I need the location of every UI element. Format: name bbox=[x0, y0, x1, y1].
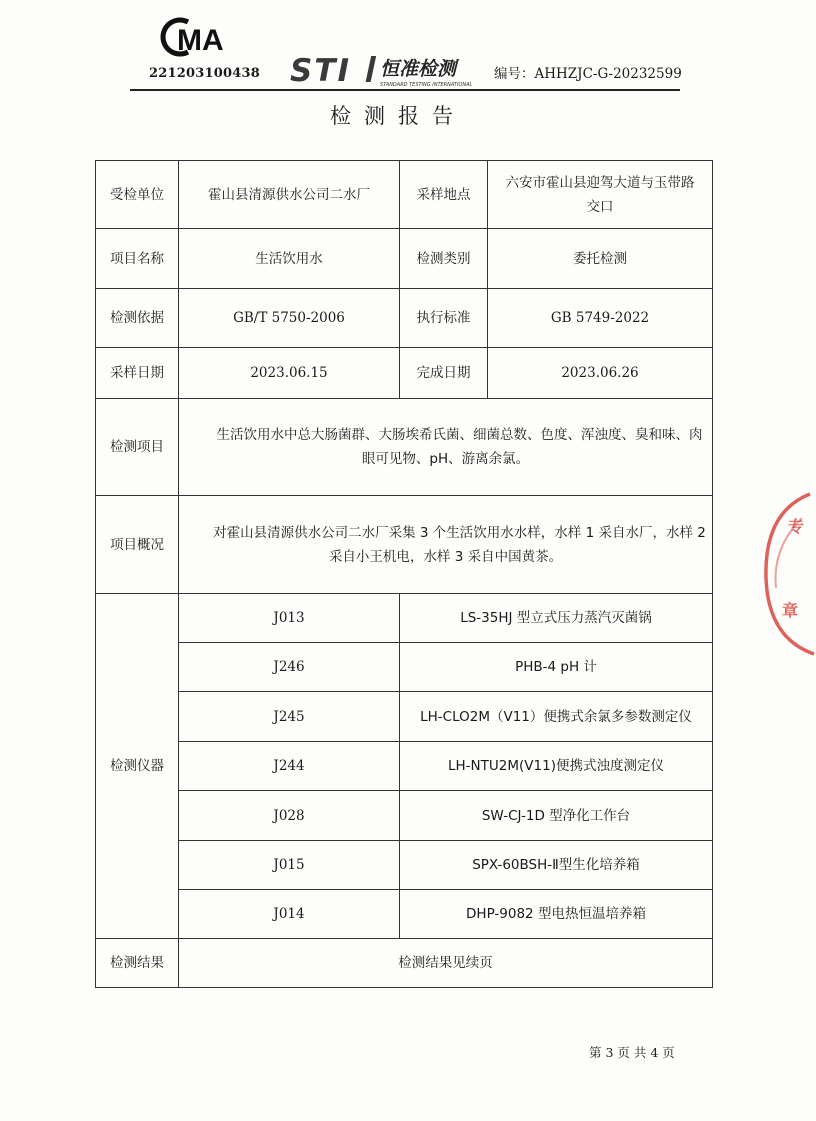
standard-value: GB 5749-2022 bbox=[488, 289, 713, 348]
table-row bbox=[96, 161, 713, 229]
overview-value bbox=[179, 496, 713, 594]
instrument-name: DHP-9082 型电热恒温培养箱 bbox=[400, 890, 713, 939]
overview-label: 项目概况 bbox=[96, 496, 179, 594]
instrument-name: LH-NTU2M(V11)便携式浊度测定仪 bbox=[400, 742, 713, 791]
instrument-name: SPX-60BSH-Ⅱ型生化培养箱 bbox=[400, 841, 713, 890]
report-table bbox=[95, 160, 713, 988]
seal-char: 专 bbox=[788, 517, 805, 536]
report-number: 编号：AHHZJC-G-20232599 bbox=[494, 66, 682, 82]
instrument-id: J014 bbox=[179, 890, 400, 939]
items-label: 检测项目 bbox=[96, 399, 179, 496]
instrument-row bbox=[96, 594, 713, 643]
instrument-row bbox=[96, 742, 713, 791]
sampling-date-value: 2023.06.15 bbox=[179, 348, 400, 399]
instrument-row bbox=[96, 841, 713, 890]
table-row bbox=[96, 399, 713, 496]
instrument-id: J028 bbox=[179, 791, 400, 841]
category-value: 委托检测 bbox=[488, 229, 713, 289]
table-row bbox=[96, 229, 713, 289]
sti-logo-letters: STI bbox=[290, 53, 352, 88]
instrument-row bbox=[96, 890, 713, 939]
client-value: 霍山县清源供水公司二水厂 bbox=[179, 161, 400, 229]
instrument-name: PHB-4 pH 计 bbox=[400, 643, 713, 692]
instrument-name: LS-35HJ 型立式压力蒸汽灭菌锅 bbox=[400, 594, 713, 643]
cma-logo bbox=[158, 14, 250, 60]
result-value: 检测结果见续页 bbox=[179, 939, 713, 988]
client-label: 受检单位 bbox=[96, 161, 179, 229]
instrument-id: J246 bbox=[179, 643, 400, 692]
table-row bbox=[96, 348, 713, 399]
svg-text:MA: MA bbox=[177, 24, 224, 57]
lab-name-en: STANDARD TESTING INTERNATIONAL bbox=[380, 82, 473, 88]
header-divider bbox=[130, 89, 680, 91]
instrument-row bbox=[96, 692, 713, 742]
sampling-site-value bbox=[488, 161, 713, 229]
project-value: 生活饮用水 bbox=[179, 229, 400, 289]
report-header bbox=[0, 0, 816, 95]
category-label: 检测类别 bbox=[400, 229, 488, 289]
table-row bbox=[96, 289, 713, 348]
sti-logo bbox=[288, 52, 483, 88]
result-label: 检测结果 bbox=[96, 939, 179, 988]
completion-date-label: 完成日期 bbox=[400, 348, 488, 399]
project-label: 项目名称 bbox=[96, 229, 179, 289]
standard-label: 执行标准 bbox=[400, 289, 488, 348]
instrument-name: LH-CLO2M（V11）便携式余氯多参数测定仪 bbox=[400, 692, 713, 742]
table-row bbox=[96, 496, 713, 594]
sampling-date-label: 采样日期 bbox=[96, 348, 179, 399]
sampling-site-line1: 六安市霍山县迎驾大道与玉带路 bbox=[505, 174, 695, 191]
overview-text: 对霍山县清源供水公司二水厂采集 3 个生活饮用水水样，水样 1 采自水厂，水样 2 采自小王机电，水样 3 采自中国黄茶。 bbox=[213, 524, 706, 565]
instrument-id: J244 bbox=[179, 742, 400, 791]
instrument-id: J015 bbox=[179, 841, 400, 890]
instrument-id: J245 bbox=[179, 692, 400, 742]
items-value bbox=[179, 399, 713, 496]
sampling-site-line2: 交口 bbox=[586, 198, 614, 215]
cma-certificate-number: 221203100438 bbox=[149, 66, 260, 81]
lab-name: 恒准检测 bbox=[380, 58, 457, 80]
instrument-id: J013 bbox=[179, 594, 400, 643]
page-number: 第 3 页 共 4 页 bbox=[589, 1045, 675, 1060]
items-text: 生活饮用水中总大肠菌群、大肠埃希氏菌、细菌总数、色度、浑浊度、臭和味、肉眼可见物、pH、游离余氯。 bbox=[216, 427, 703, 467]
basis-value: GB/T 5750-2006 bbox=[179, 289, 400, 348]
instrument-name: SW-CJ-1D 型净化工作台 bbox=[400, 791, 713, 841]
table-row bbox=[96, 939, 713, 988]
seal-char: 章 bbox=[782, 601, 799, 620]
instrument-row bbox=[96, 791, 713, 841]
instrument-row bbox=[96, 643, 713, 692]
sampling-site-label: 采样地点 bbox=[400, 161, 488, 229]
document-title: 检测报告 bbox=[330, 104, 466, 128]
completion-date-value: 2023.06.26 bbox=[488, 348, 713, 399]
red-seal-stamp bbox=[758, 488, 816, 658]
basis-label: 检测依据 bbox=[96, 289, 179, 348]
instruments-label: 检测仪器 bbox=[96, 594, 179, 939]
